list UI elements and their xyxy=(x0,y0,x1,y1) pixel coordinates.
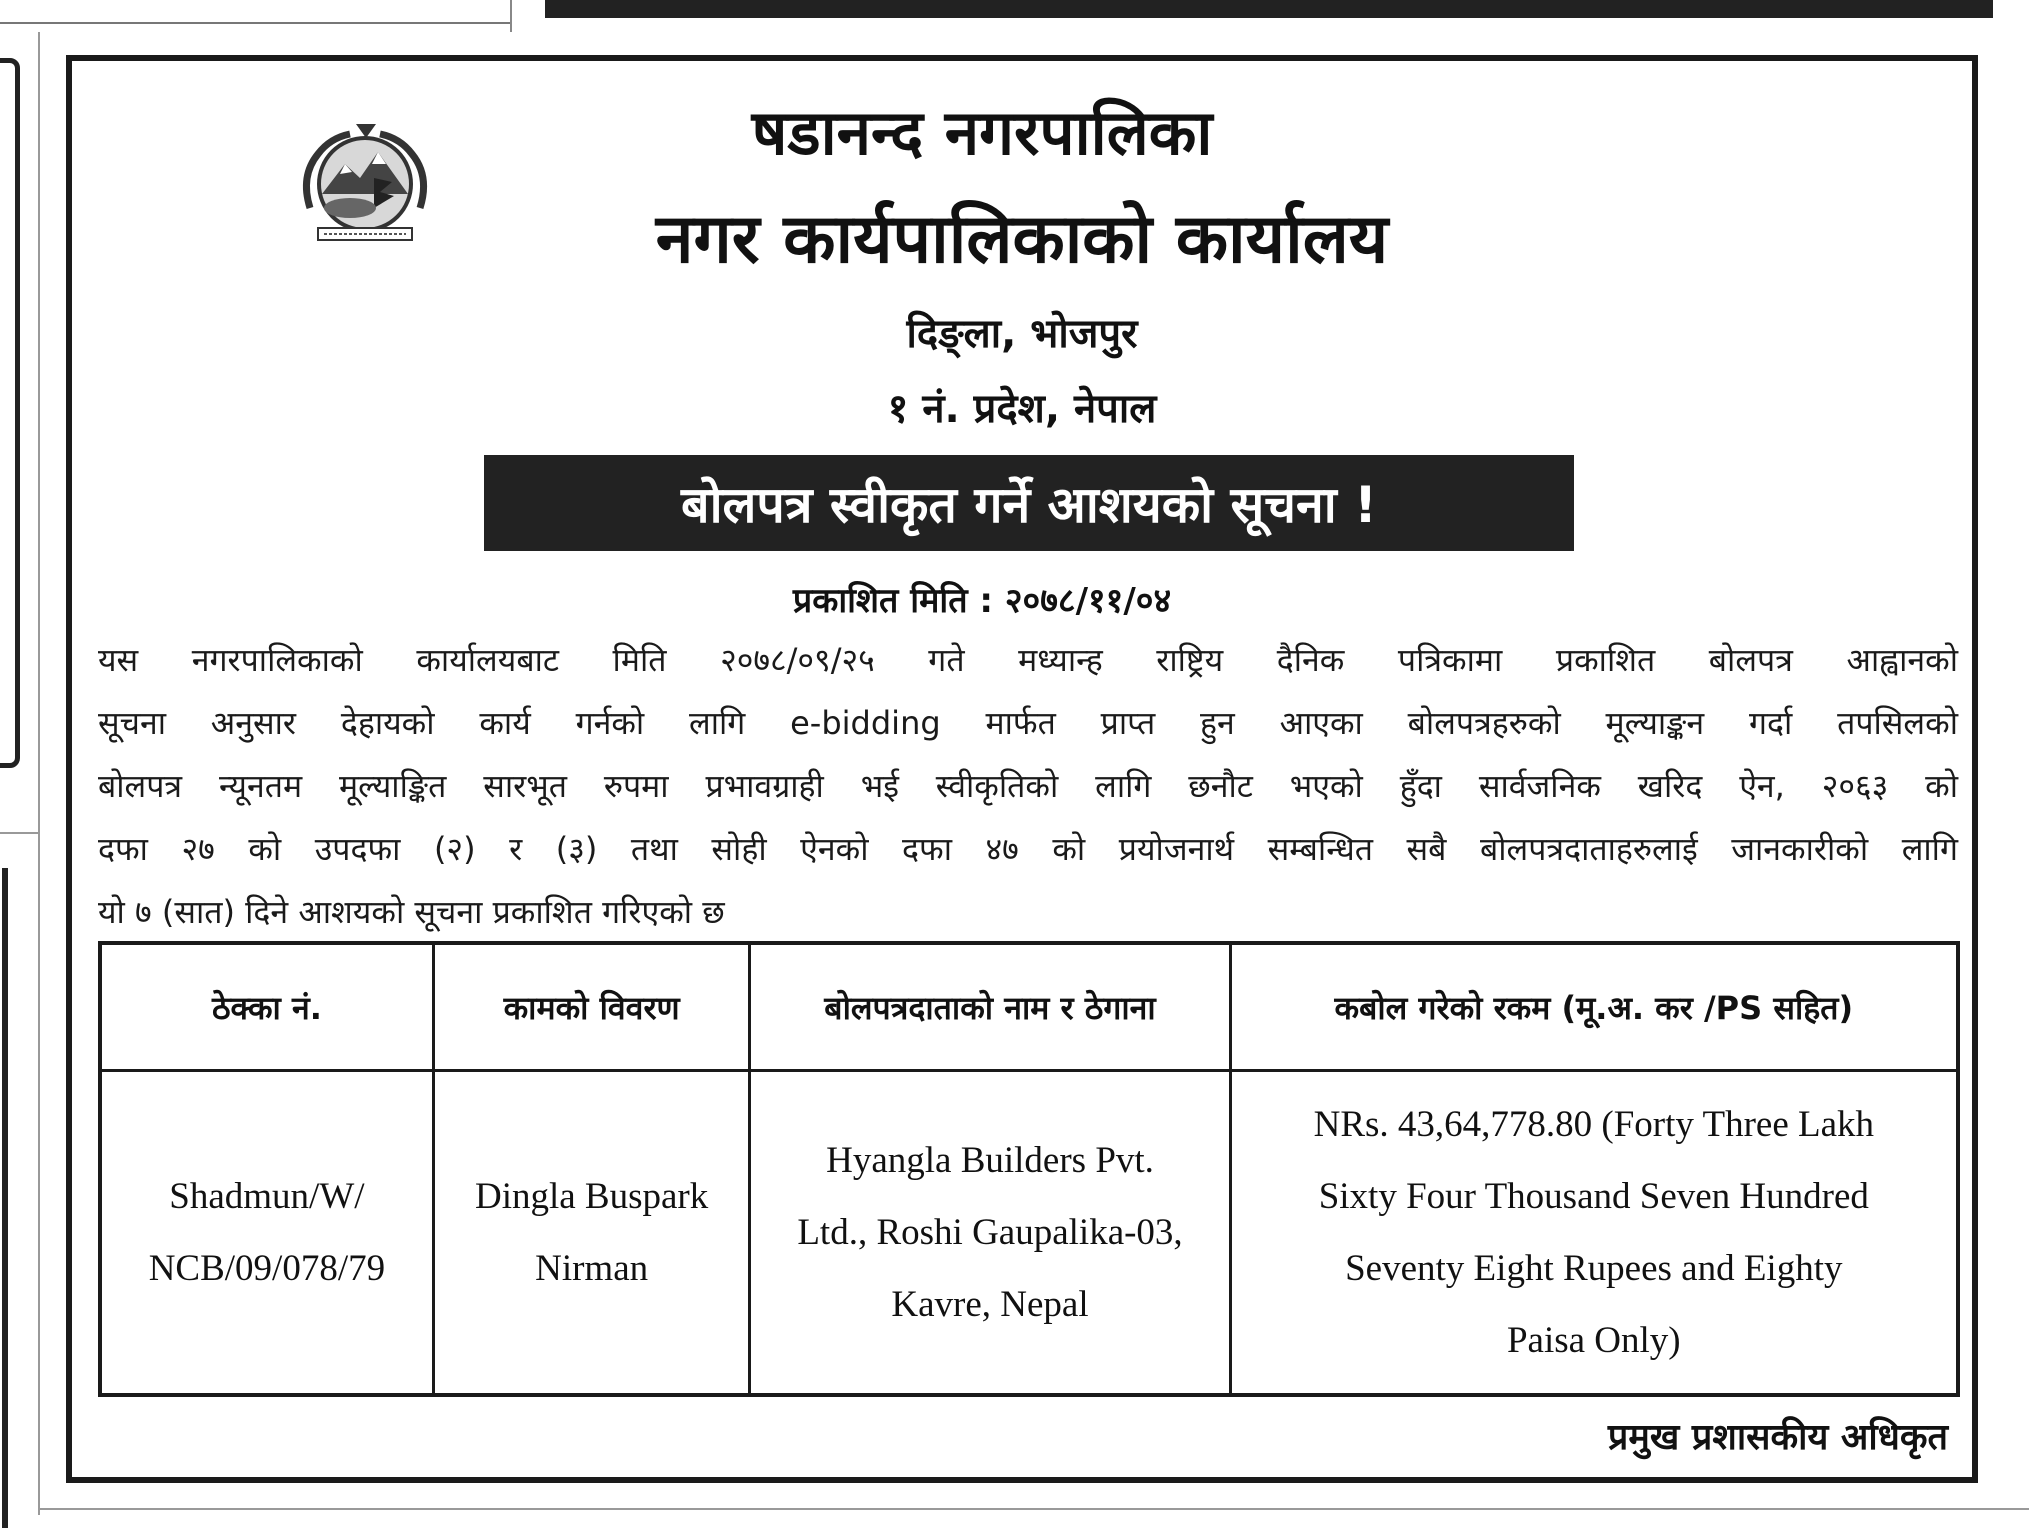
cell-text: Ltd., Roshi Gaupalika-03, xyxy=(797,1211,1183,1253)
cell-bid-amount xyxy=(1230,1071,1958,1396)
notice-body xyxy=(98,629,1958,944)
cell-contract-no xyxy=(100,1071,433,1396)
table-row xyxy=(100,1071,1958,1396)
public-notice xyxy=(66,55,1978,1483)
adjacent-ad-border-left-lower xyxy=(0,868,8,1528)
cell-text: Kavre, Nepal xyxy=(891,1283,1089,1325)
notice-body-line: बोलपत्र न्यूनतम मूल्याङ्कित सारभूत रुपमा प्रभावग्राही भई स्वीकृतिको लागि छनौट भएको हुँदा सार्वजनिक खरिद ऐन, २०६३ को xyxy=(98,767,1958,805)
office-province: १ नं. प्रदेश, नेपाल xyxy=(887,386,1157,432)
cell-text: Paisa Only) xyxy=(1506,1319,1681,1361)
bid-details-table xyxy=(98,941,1960,1397)
notice-body-line: यो ७ (सात) दिने आशयको सूचना प्रकाशित गरिएको छ xyxy=(98,893,725,931)
cell-text: Sixty Four Thousand Seven Hundred xyxy=(1318,1175,1869,1217)
notice-title-banner: बोलपत्र स्वीकृत गर्ने आशयको सूचना ! xyxy=(484,455,1574,551)
office-location: दिङ्ला, भोजपुर xyxy=(906,311,1138,357)
adjacent-column-rule-bottom xyxy=(40,1508,2029,1510)
published-date: प्रकाशित मिति : २०७८/११/०४ xyxy=(792,581,1172,621)
adjacent-column-rule-left xyxy=(0,832,40,834)
cell-text: Seventy Eight Rupees and Eighty xyxy=(1345,1247,1843,1289)
municipality-name: षडानन्द नगरपालिका xyxy=(751,96,1213,169)
cell-text: NRs. 43,64,778.80 (Forty Three Lakh xyxy=(1313,1103,1875,1145)
adjacent-ad-border-left xyxy=(0,58,20,768)
notice-body-line: दफा २७ को उपदफा (२) र (३) तथा सोही ऐनको दफा ४७ को प्रयोजनार्थ सम्बन्धित सबै बोलपत्रदाताहरुलाई जानकारीको लागि xyxy=(98,830,1958,868)
header-bid-amount: कबोल गरेको रकम (मू.अ. कर /PS सहित) xyxy=(1230,943,1958,1071)
cell-text: Dingla Buspark xyxy=(474,1175,709,1217)
table-header-row xyxy=(100,943,1958,1071)
cell-text: Shadmun/W/ xyxy=(169,1175,365,1217)
cell-text: Nirman xyxy=(535,1247,649,1289)
cell-text: NCB/09/078/79 xyxy=(148,1247,386,1289)
notice-body-line: सूचना अनुसार देहायको कार्य गर्नको लागि e-bidding मार्फत प्राप्त हुन आएका बोलपत्रहरुको मूल्याङ्कन गर्दा तपसिलको xyxy=(98,704,1958,742)
notice-body-line: यस नगरपालिकाको कार्यालयबाट मिति २०७८/०९/२५ गते मध्यान्ह राष्ट्रिय दैनिक पत्रिकामा प्रकाशित बोलपत्र आह्वानको xyxy=(98,641,1958,679)
office-name: नगर कार्यपालिकाको कार्यालय xyxy=(655,200,1389,279)
signatory-title: प्रमुख प्रशासकीय अधिकृत xyxy=(1607,1417,1948,1458)
cell-work-description xyxy=(433,1071,750,1396)
header-contract-no: ठेक्का नं. xyxy=(100,943,433,1071)
header-bidder: बोलपत्रदाताको नाम र ठेगाना xyxy=(750,943,1230,1071)
header-work-description: कामको विवरण xyxy=(433,943,750,1071)
adjacent-column-divider-left xyxy=(38,32,40,1515)
cell-bidder xyxy=(750,1071,1230,1396)
adjacent-column-divider xyxy=(510,0,512,32)
adjacent-column-rule xyxy=(0,22,510,24)
cell-text: Hyangla Builders Pvt. xyxy=(826,1139,1154,1181)
adjacent-ad-border-top xyxy=(545,0,1993,18)
